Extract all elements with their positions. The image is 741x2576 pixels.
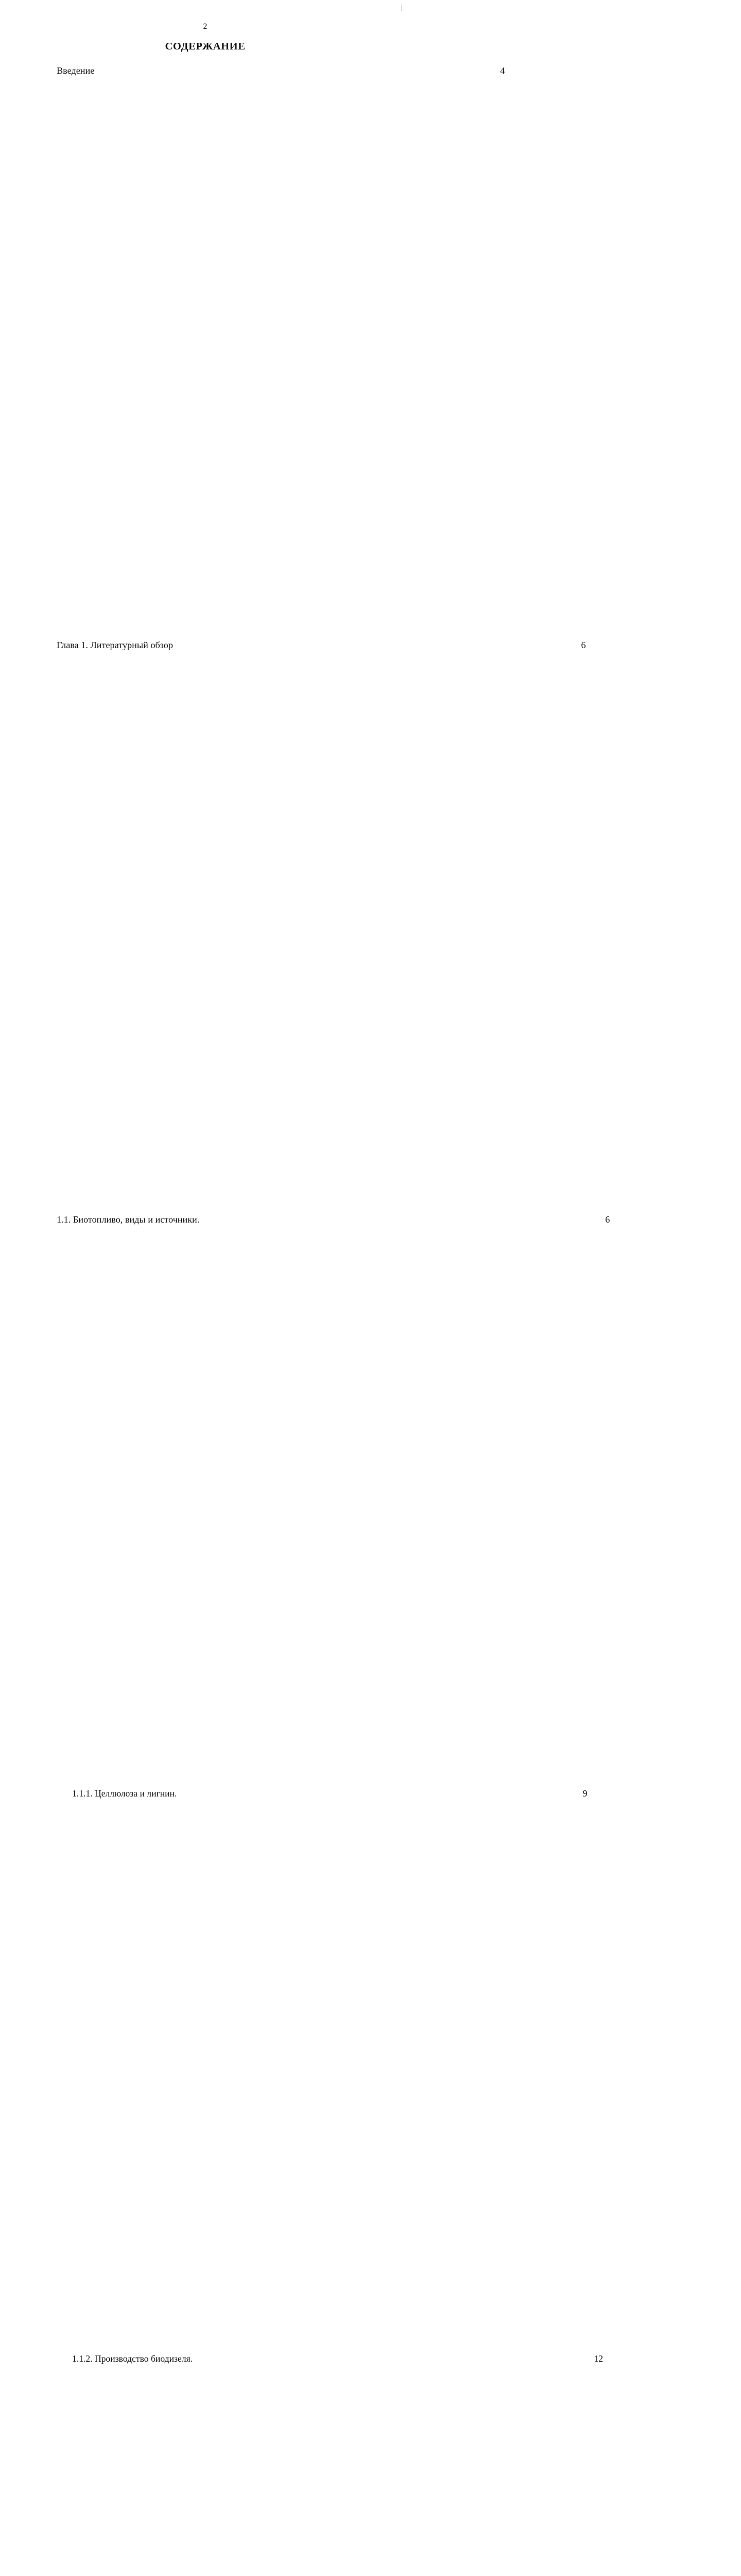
toc-entry-1-1[interactable] — [57, 1215, 386, 1778]
toc-entry-introduction[interactable] — [57, 66, 386, 630]
toc-entry-page: 4 — [94, 66, 505, 630]
toc-entry-label: 1.1. Биотопливо, виды и источники. — [57, 1215, 199, 1224]
page-title: СОДЕРЖАНИЕ — [0, 41, 410, 53]
toc-entry-1-1-2[interactable] — [57, 2354, 386, 2576]
toc-entry-label: 1.1.1. Целлюлоза и лигнин. — [72, 1789, 177, 1799]
table-of-contents — [0, 66, 410, 2576]
toc-entry-1-1-1[interactable] — [57, 1789, 386, 2353]
toc-entry-label: 1.1.2. Производство биодизеля. — [72, 2354, 193, 2364]
scan-artifact — [401, 3, 405, 11]
toc-entry-label: Введение — [57, 66, 94, 75]
toc-entry-page: 12 — [193, 2354, 603, 2576]
page-number: 2 — [0, 0, 410, 31]
toc-entry-label: Глава 1. Литературный обзор — [57, 640, 176, 650]
toc-entry-page: 6 — [199, 1215, 610, 1778]
document-page — [0, 0, 410, 564]
toc-entry-page: 9 — [177, 1789, 587, 2353]
toc-entry-page: 6 — [176, 640, 586, 1204]
toc-entry-chapter-1[interactable] — [57, 640, 386, 1204]
